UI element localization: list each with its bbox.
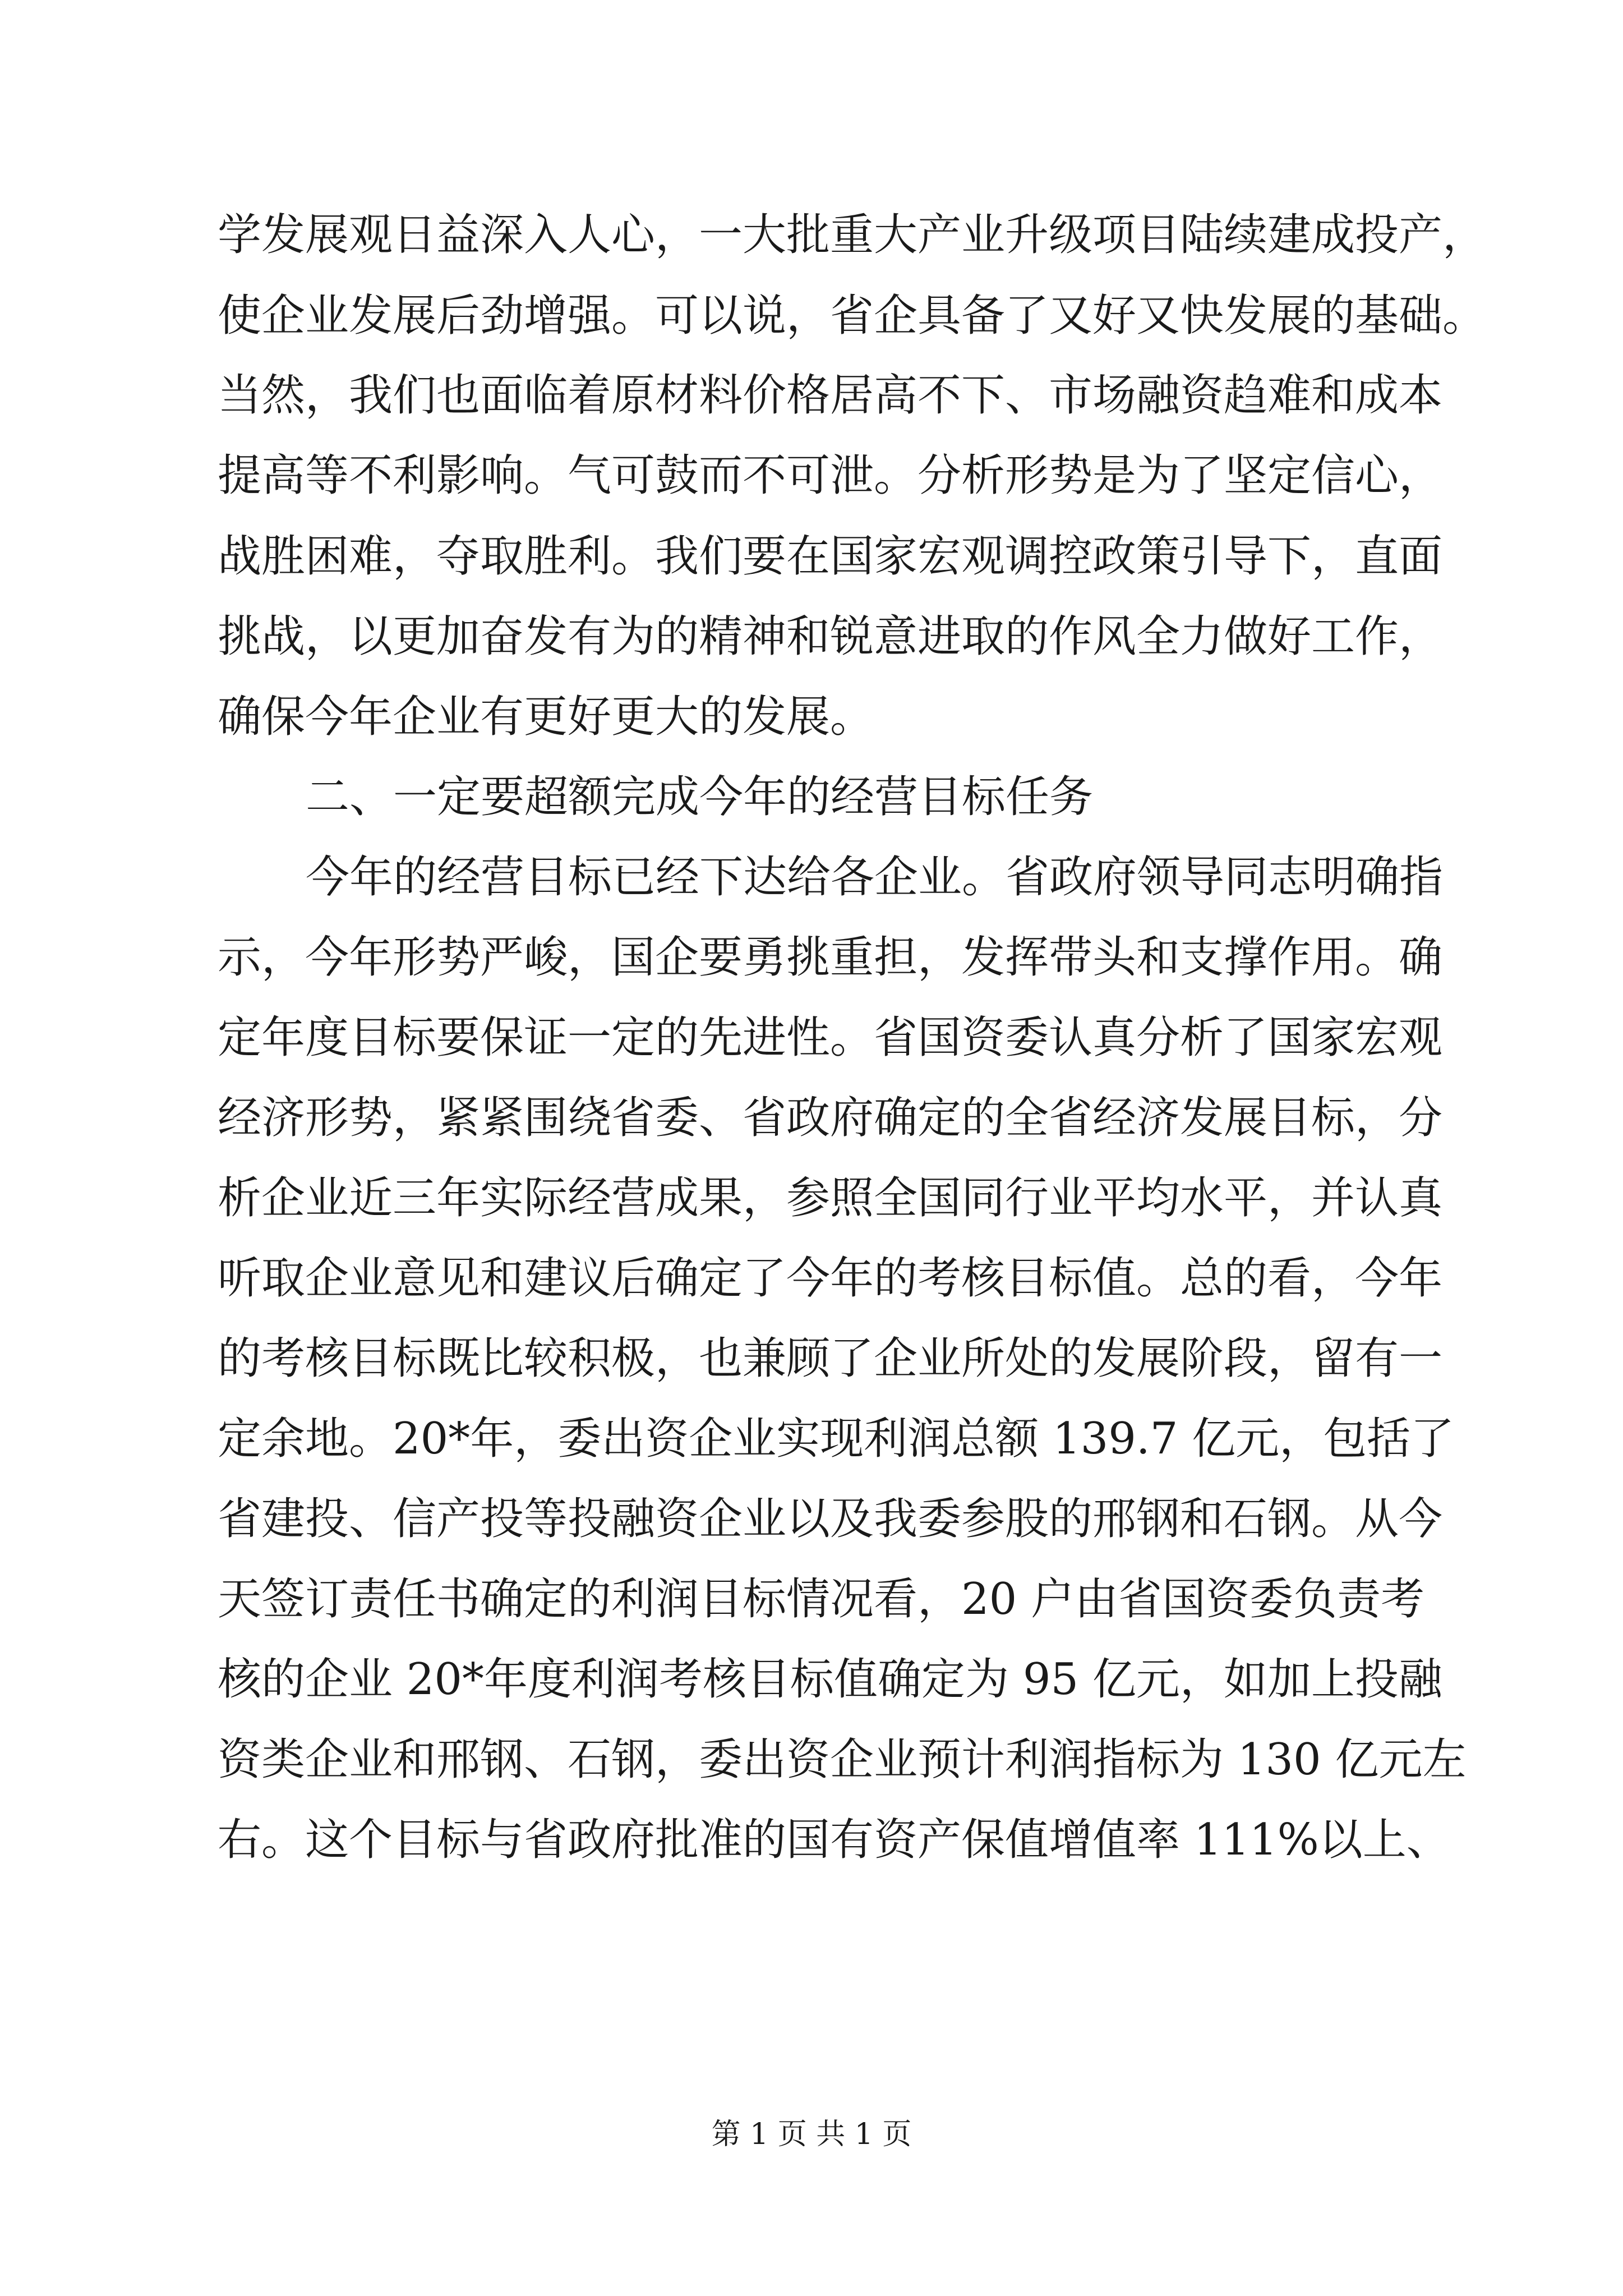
text-line: 挑战，以更加奋发有为的精神和锐意进取的作风全力做好工作，	[218, 611, 1443, 662]
text-line: 学发展观日益深入人心，一大批重大产业升级项目陆续建成投产，	[218, 210, 1487, 260]
text-line: 确保今年企业有更好更大的发展。	[218, 692, 874, 742]
text-line: 省建投、信产投等投融资企业以及我委参股的邢钢和石钢。从今	[218, 1494, 1443, 1544]
text-line: 战胜困难，夺取胜利。我们要在国家宏观调控政策引导下，直面	[218, 531, 1443, 582]
page-footer: 第 1 页 共 1 页	[711, 2118, 912, 2151]
text-line: 定年度目标要保证一定的先进性。省国资委认真分析了国家宏观	[218, 1013, 1443, 1063]
text-line: 资类企业和邢钢、石钢，委出资企业预计利润指标为 130 亿元左	[218, 1734, 1467, 1785]
text-line: 当然，我们也面临着原材料价格居高不下、市场融资趋难和成本	[218, 370, 1443, 421]
text-line: 使企业发展后劲增强。可以说，省企具备了又好又快发展的基础。	[218, 291, 1487, 341]
text-line: 定余地。20*年，委出资企业实现利润总额 139.7 亿元，包括了	[218, 1414, 1455, 1464]
text-line: 听取企业意见和建议后确定了今年的考核目标值。总的看，今年	[218, 1253, 1443, 1304]
text-line: 提高等不利影响。气可鼓而不可泄。分析形势是为了坚定信心，	[218, 450, 1443, 501]
text-line: 经济形势，紧紧围绕省委、省政府确定的全省经济发展目标，分	[218, 1093, 1443, 1143]
text-line: 天签订责任书确定的利润目标情况看，20 户由省国资委负责考	[218, 1574, 1425, 1625]
text-line: 核的企业 20*年度利润考核目标值确定为 95 亿元，如加上投融	[218, 1654, 1442, 1705]
paragraph-first-line: 今年的经营目标已经下达给各企业。省政府领导同志明确指	[306, 852, 1444, 903]
text-line: 析企业近三年实际经营成果，参照全国同行业平均水平，并认真	[218, 1173, 1443, 1223]
text-line: 示，今年形势严峻，国企要勇挑重担，发挥带头和支撑作用。确	[218, 932, 1443, 983]
section-heading: 二、一定要超额完成今年的经营目标任务	[306, 772, 1094, 822]
text-line: 右。这个目标与省政府批准的国有资产保值增值率 111%以上、	[218, 1815, 1450, 1865]
text-line: 的考核目标既比较积极，也兼顾了企业所处的发展阶段，留有一	[218, 1333, 1443, 1384]
